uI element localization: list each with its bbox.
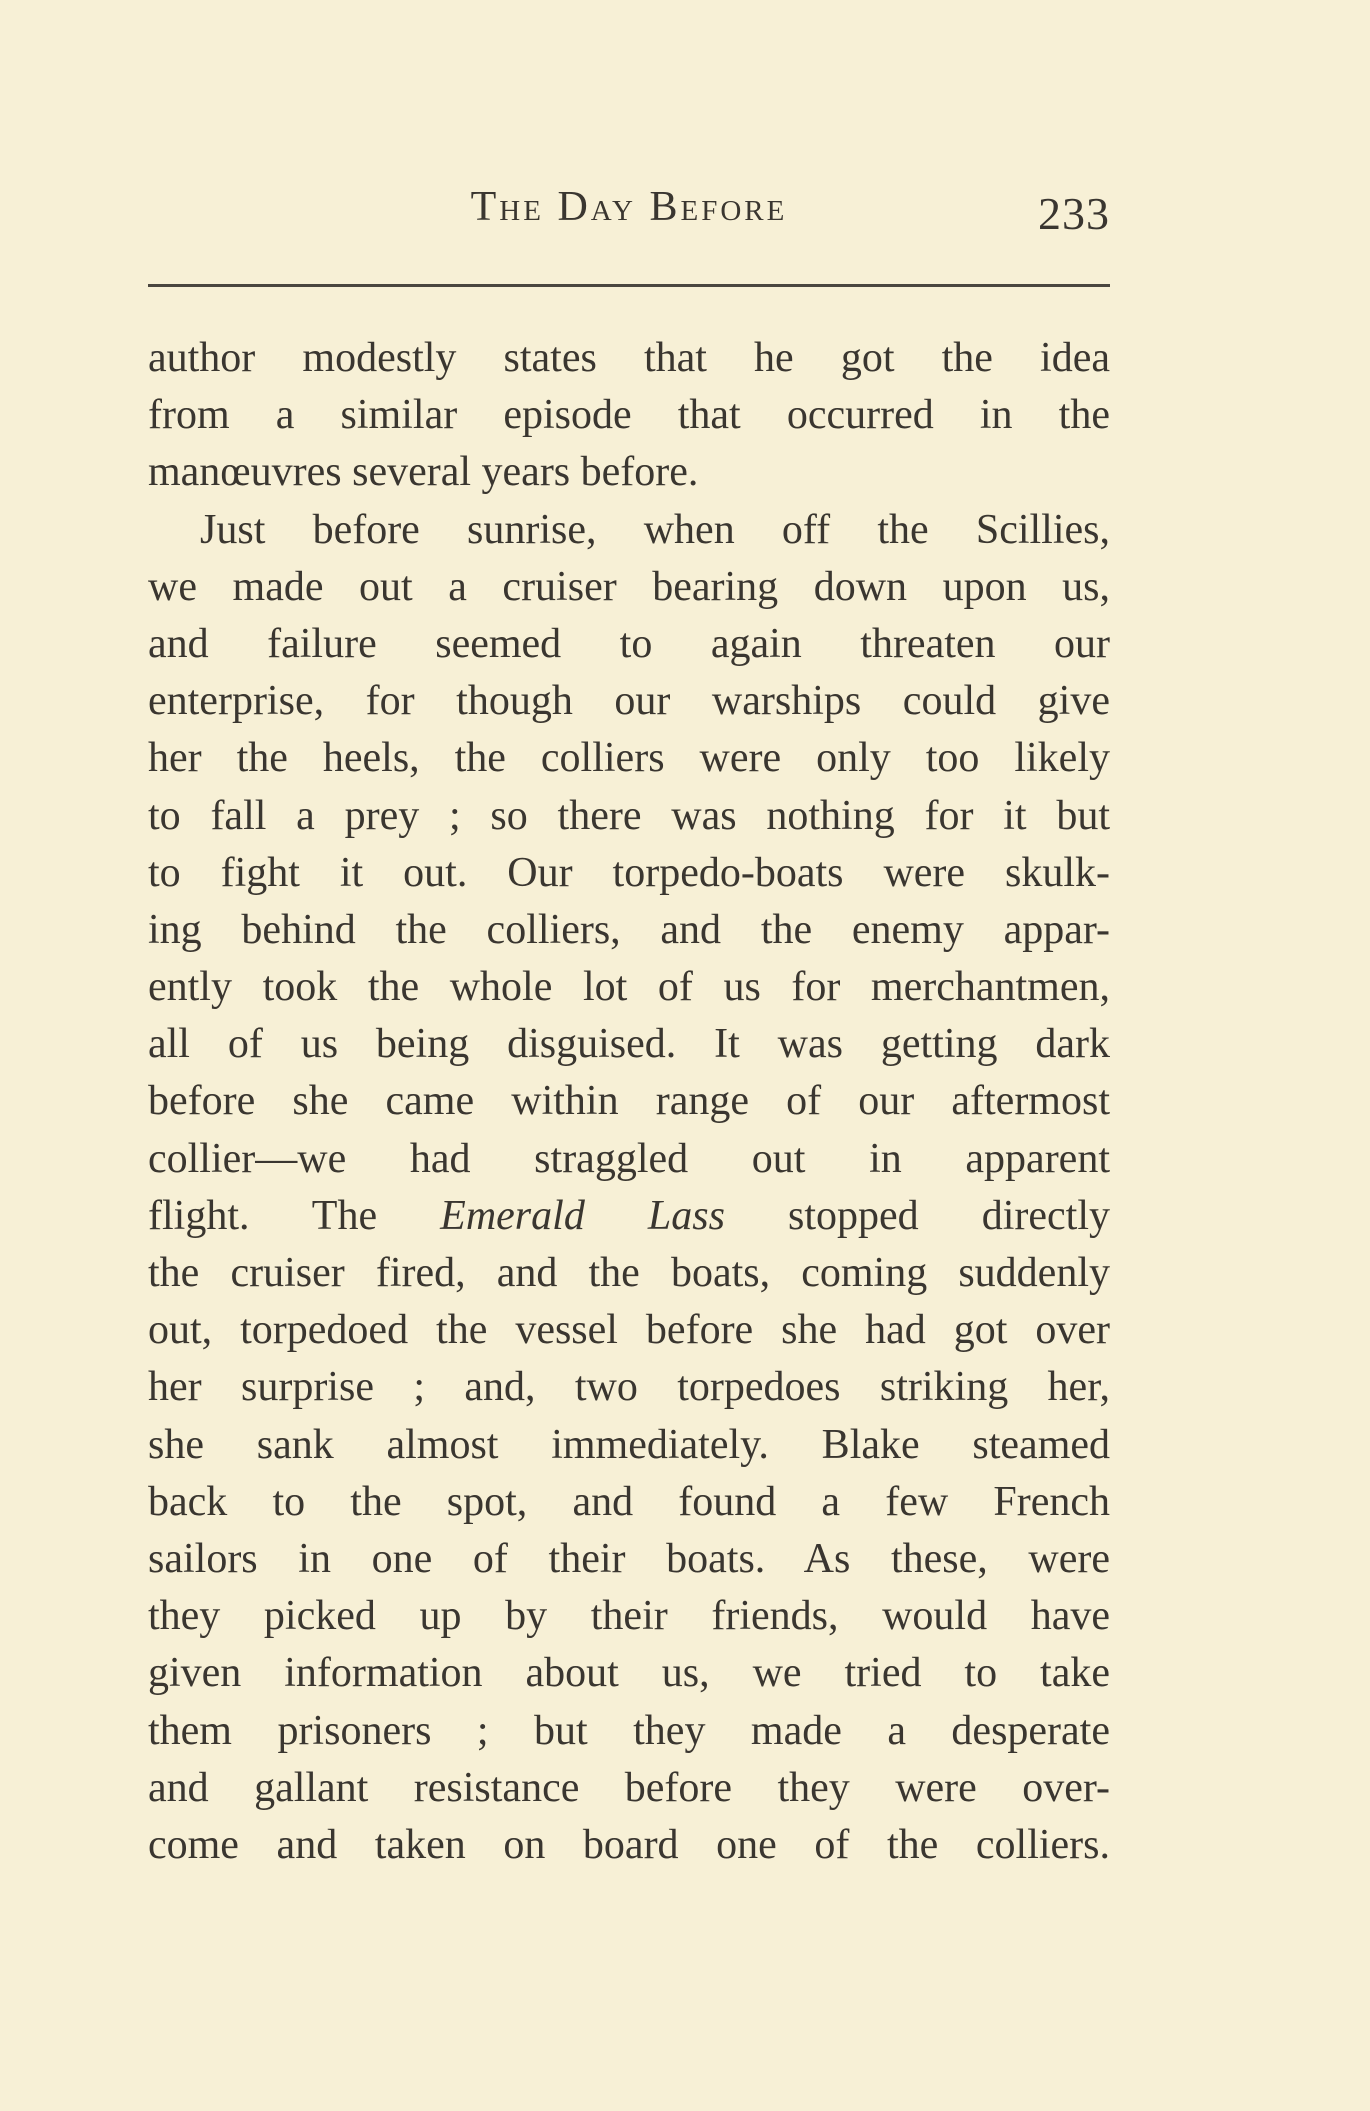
text-line: to fall a prey ; so there was nothing for it but — [148, 792, 1110, 839]
text-line: the cruiser fired, and the boats, coming suddenly — [148, 1250, 1110, 1296]
body-text — [148, 330, 1110, 1874]
text-line: sailors in one of their boats. As these, were — [148, 1535, 1110, 1582]
text-line: come and taken on board one of the colliers. — [148, 1821, 1110, 1868]
text-line: ing behind the colliers, and the enemy appar- — [148, 906, 1110, 953]
text-line: her surprise ; and, two torpedoes striking her, — [148, 1364, 1110, 1411]
header-rule — [148, 284, 1110, 287]
running-head — [148, 183, 1110, 243]
ship-name: Emerald Lass — [440, 1192, 725, 1239]
text-line: her the heels, the colliers were only too likely — [148, 735, 1110, 782]
text-line: she sank almost immediately. Blake steamed — [148, 1421, 1110, 1468]
text-line: we made out a cruiser bearing down upon us, — [148, 563, 1110, 610]
running-title: The Day Before — [470, 184, 788, 230]
text-line: author modestly states that he got the idea — [148, 335, 1110, 381]
text-line: from a similar episode that occurred in the — [148, 392, 1110, 439]
text-line-with-ship-name — [148, 1188, 1110, 1245]
text-line: enterprise, for though our warships could give — [148, 678, 1110, 725]
text-line: ently took the whole lot of us for merchantmen, — [148, 964, 1110, 1011]
text-line: manœuvres several years before. — [148, 449, 699, 496]
text-line: and gallant resistance before they were over- — [148, 1764, 1110, 1811]
text-line: collier—we had straggled out in apparent — [148, 1135, 1110, 1182]
text-line: back to the spot, and found a few French — [148, 1478, 1110, 1525]
text-run: flight. The — [148, 1192, 441, 1239]
text-run: stopped directly — [724, 1192, 1111, 1239]
text-line: them prisoners ; but they made a desperate — [148, 1707, 1110, 1754]
text-line: out, torpedoed the vessel before she had got over — [148, 1307, 1110, 1354]
page-number: 233 — [1038, 188, 1110, 239]
text-line: they picked up by their friends, would have — [148, 1593, 1110, 1640]
text-line: given information about us, we tried to take — [148, 1650, 1110, 1697]
text-line: before she came within range of our aftermost — [148, 1078, 1110, 1125]
text-line: all of us being disguised. It was getting dark — [148, 1021, 1110, 1068]
text-line: to fight it out. Our torpedo-boats were skulk- — [148, 849, 1110, 896]
text-line: Just before sunrise, when off the Scillies, — [200, 506, 1110, 553]
text-line: and failure seemed to again threaten our — [148, 620, 1110, 667]
